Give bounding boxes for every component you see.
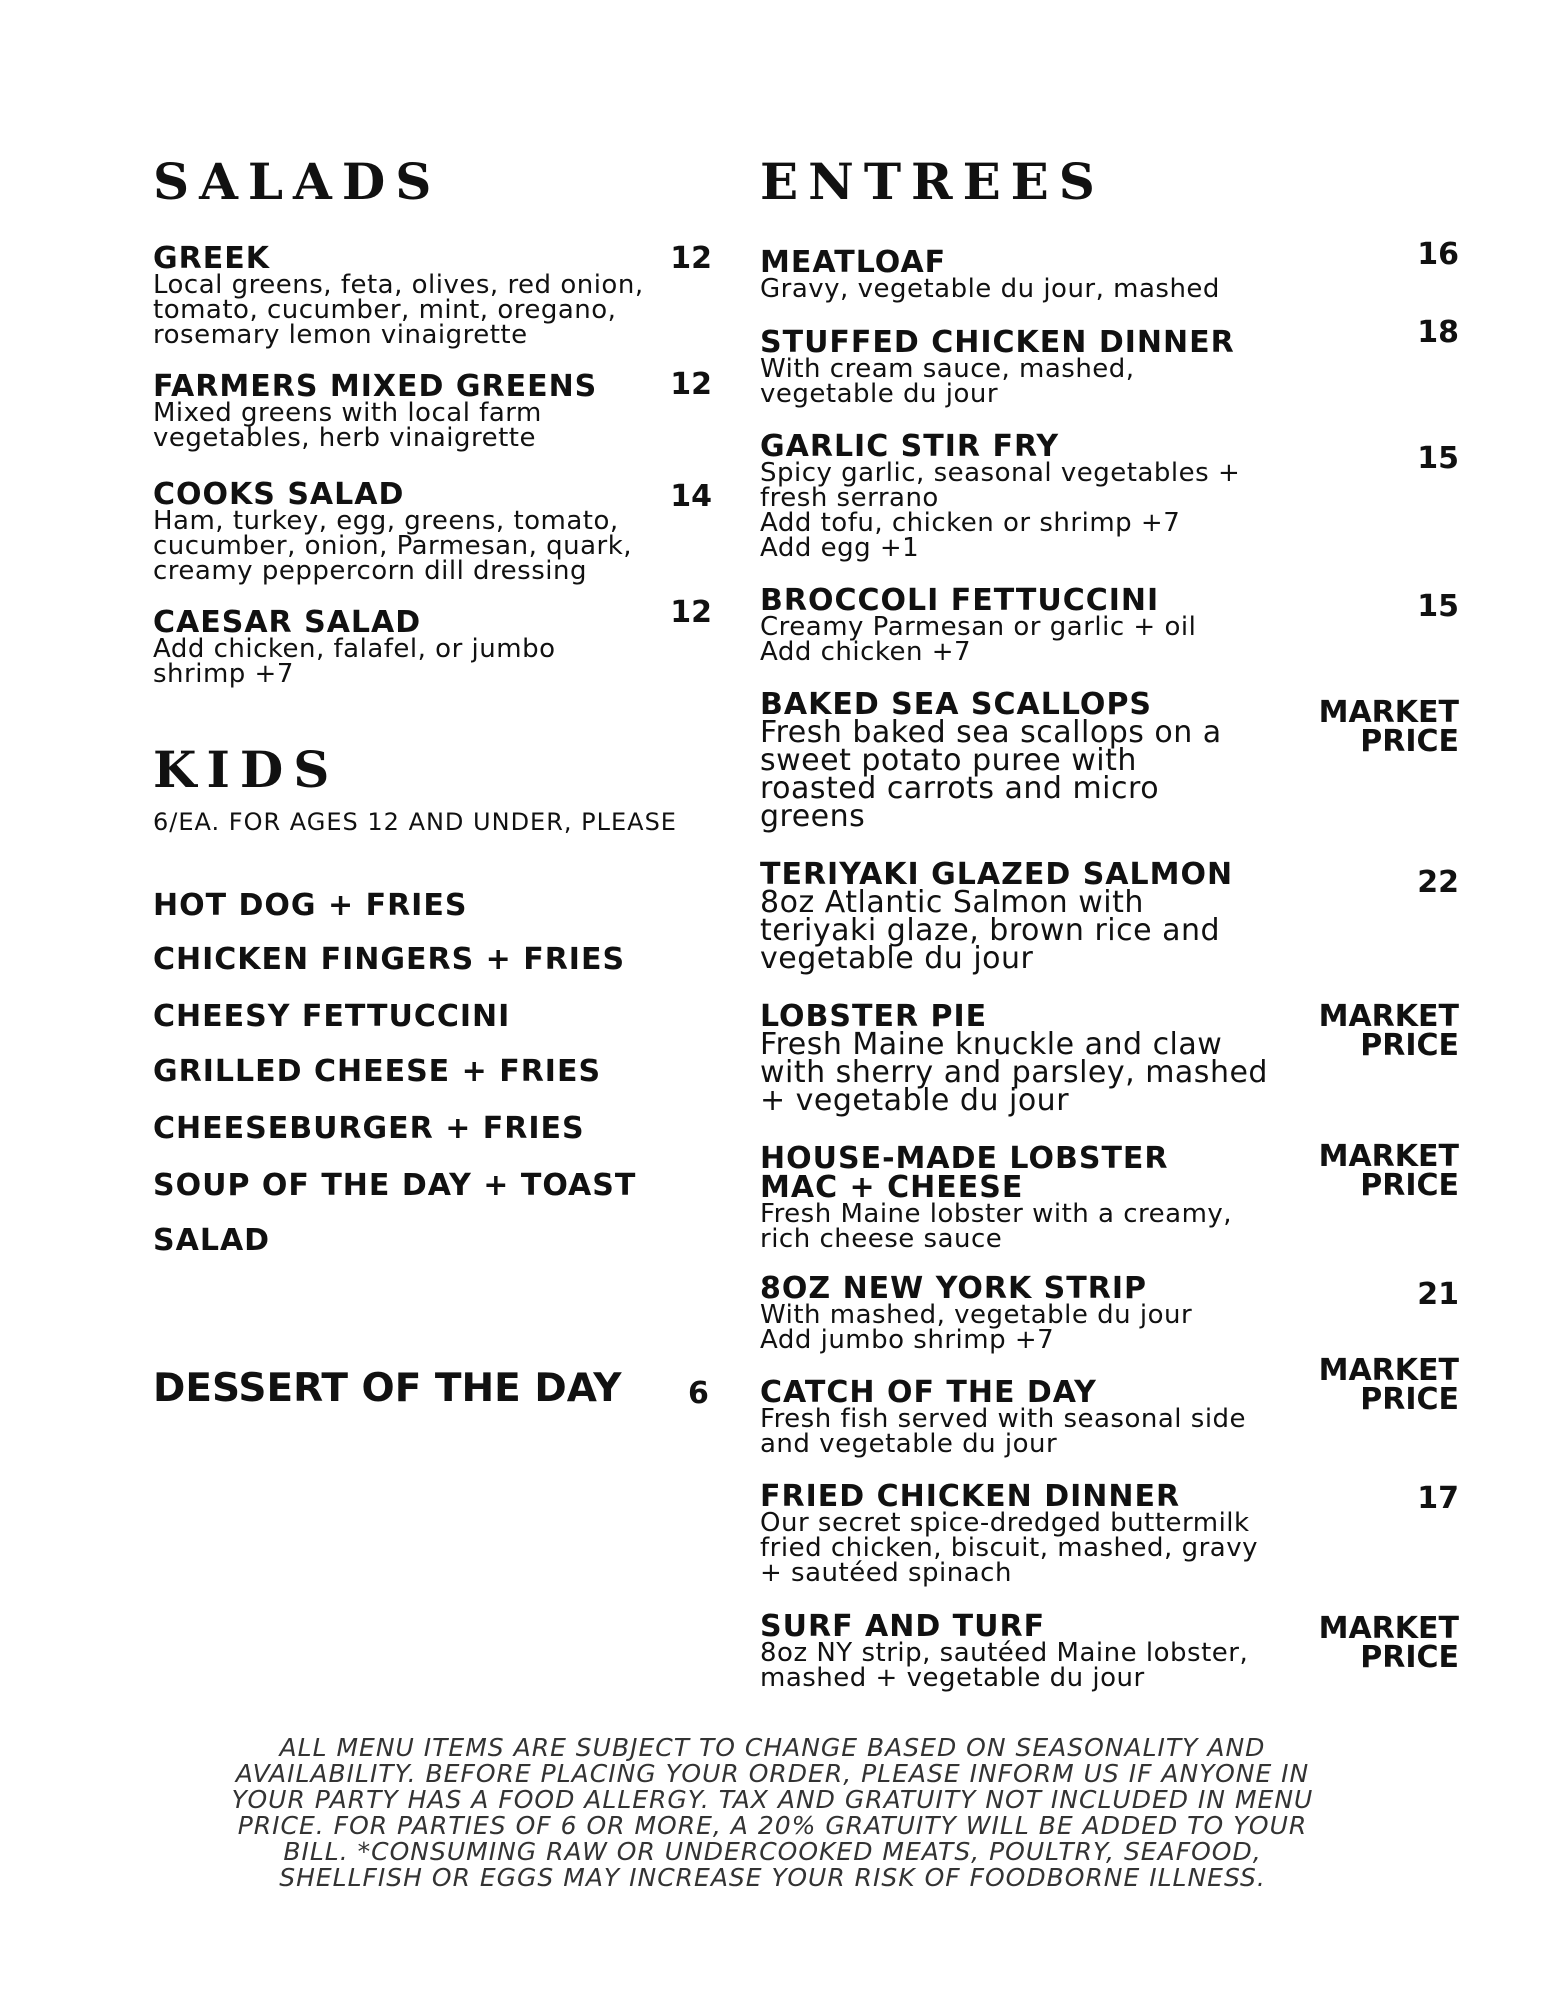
entree-item-teriyaki-glazed-salmon (760, 857, 1300, 976)
entree-item-surf-and-turf (760, 1609, 1300, 1693)
entree-item-description: 8oz Atlantic Salmon with teriyaki glaze, brown rice and vegetable du jour (760, 885, 1221, 976)
entree-item-description: With mashed, vegetable du jour Add jumbo shrimp +7 (760, 1300, 1193, 1355)
entree-item-name: LOBSTER PIE (760, 999, 988, 1034)
entree-item-meatloaf (760, 245, 1300, 304)
salad-item-farmers-mixed-greens (153, 369, 673, 453)
salads-heading: SALADS (153, 152, 442, 211)
kids-item: HOT DOG + FRIES (153, 888, 468, 923)
salad-item-price: 12 (670, 367, 712, 402)
entree-item-description: 8oz NY strip, sautéed Maine lobster, mashed + vegetable du jour (760, 1638, 1249, 1693)
kids-item: GRILLED CHEESE + FRIES (153, 1054, 602, 1089)
kids-item: SALAD (153, 1223, 271, 1258)
entree-item-name: BROCCOLI FETTUCCINI (760, 583, 1160, 618)
menu-disclaimer: ALL MENU ITEMS ARE SUBJECT TO CHANGE BASED ON SEASONALITY AND AVAILABILITY. BEFORE PLACING YOUR ORDER, PLEASE INFORM US IF ANYONE IN YOUR PARTY HAS A FOOD ALLERGY. TAX AND GRATUITY NOT INCLUDED IN MENU PRICE. FOR PARTIES OF 6 OR MORE, A 20% GRATUITY WILL BE ADDED TO YOUR BILL. *CONSUMING RAW OR UNDERCOOKED MEATS, POULTRY, SEAFOOD, SHELLFISH OR EGGS MAY INCREASE YOUR RISK OF FOODBORNE ILLNESS. (231, 1733, 1314, 1892)
kids-item: SOUP OF THE DAY + TOAST (153, 1168, 637, 1203)
entrees-heading: ENTREES (760, 152, 1105, 211)
entree-item-price: 18 (1417, 315, 1459, 350)
entree-item-price: 21 (1417, 1277, 1459, 1312)
entree-item-description: Fresh baked sea scallops on a sweet potato puree with roasted carrots and micro greens (760, 715, 1222, 834)
salad-item-name: FARMERS MIXED GREENS (153, 369, 598, 404)
entree-item-description: Our secret spice-dredged buttermilk fried chicken, biscuit, mashed, gravy + sautéed spinach (760, 1508, 1258, 1588)
entree-item-price: MARKET PRICE (1318, 1611, 1459, 1675)
salad-item-description: Ham, turkey, egg, greens, tomato, cucumber, onion, Parmesan, quark, creamy peppercorn dill dressing (153, 506, 633, 586)
entree-item-lobster-pie (760, 999, 1300, 1118)
kids-item: CHEESEBURGER + FRIES (153, 1111, 585, 1146)
entree-item-description: Fresh Maine lobster with a creamy, rich cheese sauce (760, 1199, 1233, 1254)
salad-item-price: 12 (670, 595, 712, 630)
kids-heading: KIDS (153, 740, 340, 799)
kids-note: 6/EA. FOR AGES 12 AND UNDER, PLEASE (153, 808, 677, 836)
salad-item-name: CAESAR SALAD (153, 605, 422, 640)
entree-item-name: GARLIC STIR FRY (760, 429, 1060, 464)
entree-item-name: STUFFED CHICKEN DINNER (760, 325, 1235, 360)
entree-item-name: HOUSE-MADE LOBSTER MAC + CHEESE (760, 1141, 1169, 1205)
salad-item-name: COOKS SALAD (153, 477, 405, 512)
entree-item-description: Gravy, vegetable du jour, mashed (760, 274, 1220, 304)
salad-item-description: Local greens, feta, olives, red onion, tomato, cucumber, mint, oregano, rosemary lemon vinaigrette (153, 270, 644, 350)
entree-item-description: Fresh Maine knuckle and claw with sherry and parsley, mashed + vegetable du jour (760, 1027, 1268, 1118)
dessert-name: DESSERT OF THE DAY (153, 1366, 622, 1411)
entree-item-stuffed-chicken-dinner (760, 325, 1300, 409)
kids-item: CHEESY FETTUCCINI (153, 999, 511, 1034)
entree-item-price: MARKET PRICE (1318, 695, 1459, 759)
entree-item-price: MARKET PRICE (1318, 999, 1459, 1063)
salad-item-price: 12 (670, 241, 712, 276)
entree-item-broccoli-fettuccini (760, 583, 1300, 667)
entree-item-price: 17 (1417, 1481, 1459, 1516)
entree-item-name: MEATLOAF (760, 245, 947, 280)
entree-item-name: 8OZ NEW YORK STRIP (760, 1271, 1147, 1306)
entree-item-name: TERIYAKI GLAZED SALMON (760, 857, 1234, 892)
entree-item-description: Spicy garlic, seasonal vegetables + fresh serrano Add tofu, chicken or shrimp +7 Add egg +1 (760, 458, 1241, 563)
entree-item-fried-chicken-dinner (760, 1479, 1300, 1588)
entree-item-description: Fresh fish served with seasonal side and vegetable du jour (760, 1404, 1247, 1459)
entree-item-house-made-lobster-mac-cheese (760, 1141, 1233, 1254)
entree-item-description: Creamy Parmesan or garlic + oil Add chicken +7 (760, 612, 1197, 667)
salad-item-name: GREEK (153, 241, 270, 276)
salad-item-description: Mixed greens with local farm vegetables, herb vinaigrette (153, 398, 542, 453)
entree-item-description: With cream sauce, mashed, vegetable du jour (760, 354, 1135, 409)
dessert-price: 6 (688, 1376, 709, 1411)
kids-item: CHICKEN FINGERS + FRIES (153, 942, 626, 977)
salad-item-greek (153, 241, 673, 350)
entree-item-price: 22 (1417, 865, 1459, 900)
salad-item-caesar-salad (153, 605, 673, 689)
salad-item-cooks-salad (153, 477, 673, 586)
entree-item-price: MARKET PRICE (1318, 1353, 1459, 1417)
salad-item-description: Add chicken, falafel, or jumbo shrimp +7 (153, 634, 556, 689)
salad-item-price: 14 (670, 479, 712, 514)
entree-item-price: 15 (1417, 589, 1459, 624)
entree-item-price: 16 (1417, 237, 1459, 272)
entree-item-catch-of-the-day (760, 1375, 1300, 1459)
entree-item-name: SURF AND TURF (760, 1609, 1046, 1644)
entree-item-8oz-new-york-strip (760, 1271, 1300, 1355)
entree-item-garlic-stir-fry (760, 429, 1300, 563)
entree-item-price: MARKET PRICE (1318, 1139, 1459, 1203)
entree-item-baked-sea-scallops (760, 687, 1300, 834)
entree-item-price: 15 (1417, 441, 1459, 476)
entree-item-name: BAKED SEA SCALLOPS (760, 687, 1153, 722)
entree-item-name: FRIED CHICKEN DINNER (760, 1479, 1181, 1514)
entree-item-name: CATCH OF THE DAY (760, 1375, 1097, 1410)
